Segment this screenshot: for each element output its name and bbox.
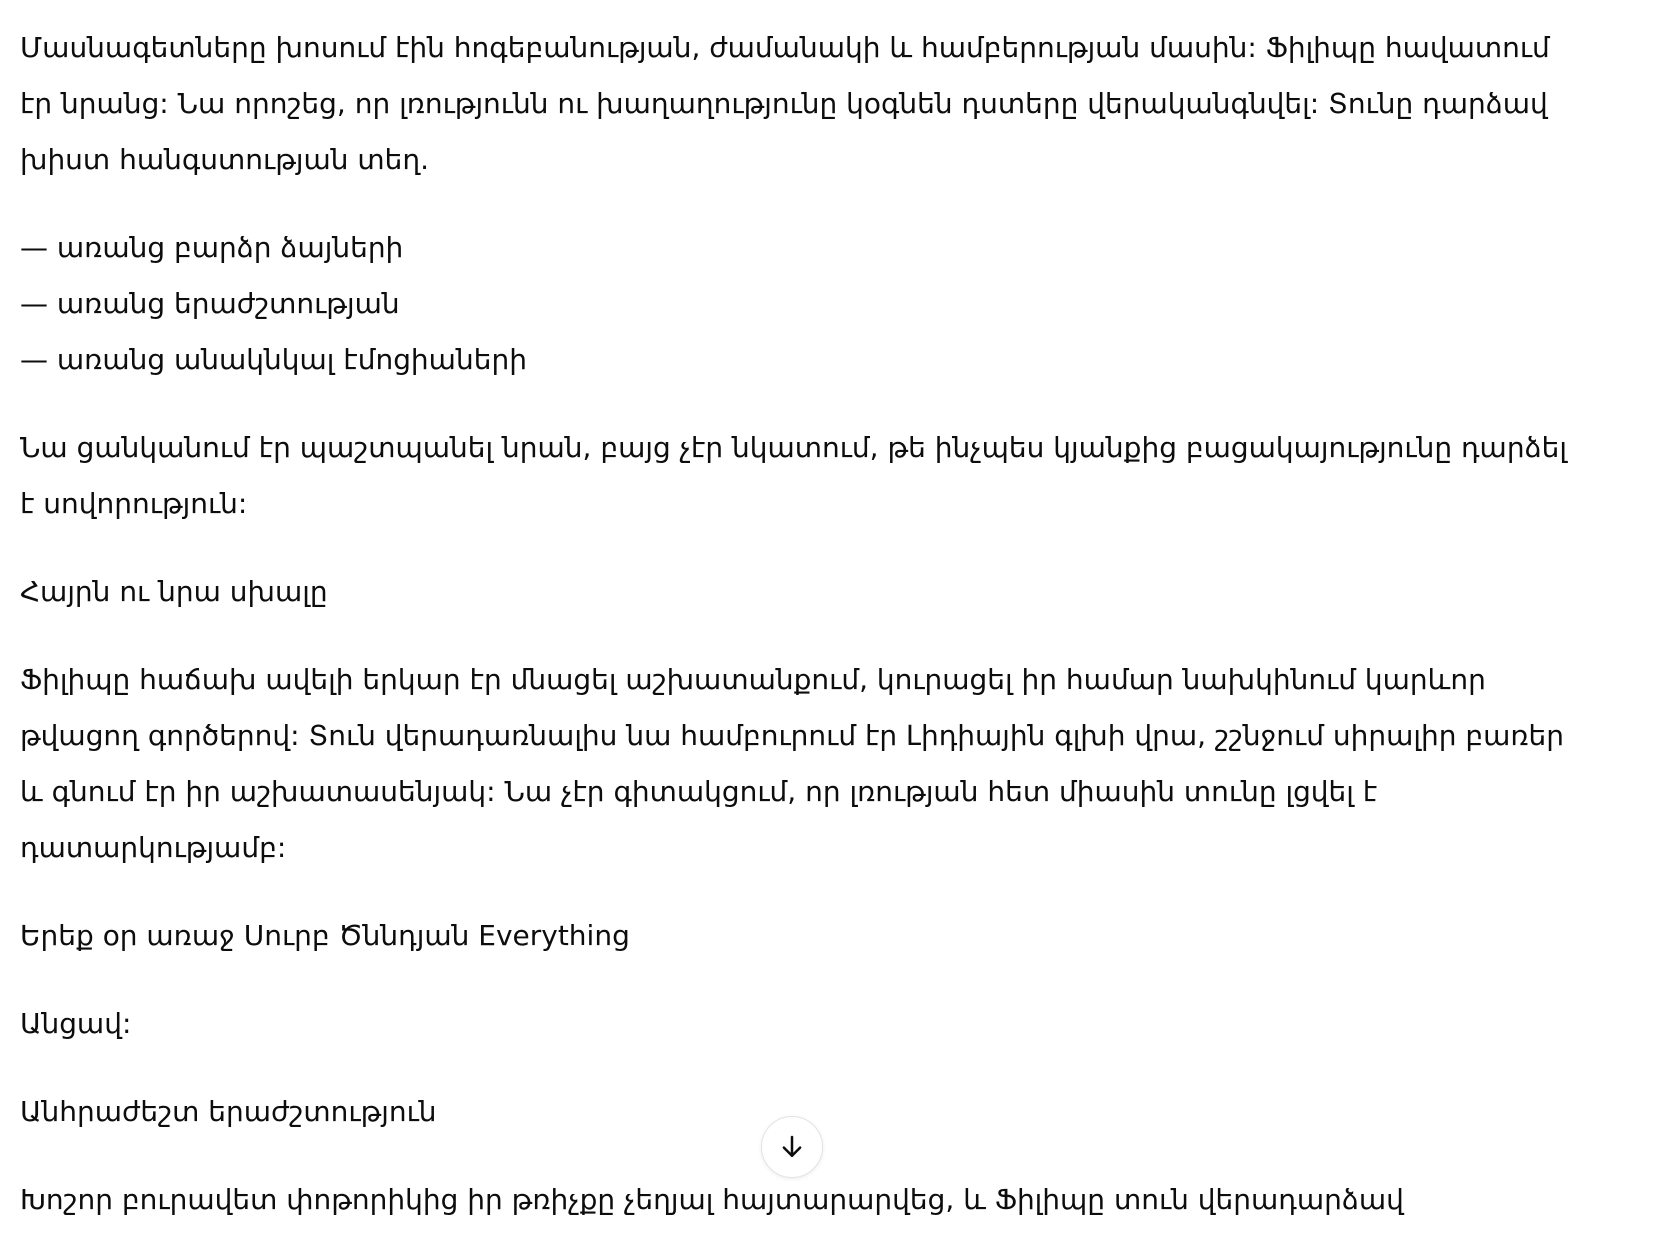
arrow-down-icon [777, 1132, 807, 1162]
paragraph-passed: Անցավ: [20, 1007, 132, 1040]
paragraph-intro: Մասնագետները խոսում էին հոգեբանության, ժամանակի և համբերության մասին: Ֆիլիպը հավատում էր նրանց: Նա որոշեց, որ լռությունն ու խաղաղությունը կօգնեն դստերը վերականգնվել: Տունը դարձավ խիստ հանգստության տեղ. [20, 31, 1550, 176]
message-content [20, 20, 1580, 1260]
list-item: — առանց երաժշտության [20, 287, 400, 320]
section-heading-music: Անհրաժեշտ երաժշտություն [20, 1095, 437, 1128]
paragraph-three-days: Երեք օր առաջ Սուրբ Ծննդյան Everything [20, 919, 630, 952]
section-heading-father: Հայրն ու նրա սխալը [20, 575, 328, 608]
list-item: — առանց բարձր ձայների [20, 231, 404, 264]
paragraph-protect: Նա ցանկանում էր պաշտպանել նրան, բայց չէր նկատում, թե ինչպես կյանքից բացակայությունը դարձել է սովորություն: [20, 431, 1567, 520]
paragraph-storm: Խոշոր բուրավետ փոթորիկից իր թռիչքը չեղյալ հայտարարվեց, և Ֆիլիպը տուն վերադարձավ [20, 1183, 1404, 1216]
paragraph-father: Ֆիլիպը հաճախ ավելի երկար էր մնացել աշխատանքում, կուրացել իր համար նախկինում կարևոր թվացող գործերով: Տուն վերադառնալիս նա համբուրում էր Լիդիային գլխի վրա, շշնջում սիրալիր բառեր և գնում էր իր աշխատասենյակ: Նա չէր գիտակցում, որ լռության հետ միասին տունը լցվել է դատարկությամբ: [20, 663, 1565, 864]
scroll-to-bottom-button[interactable] [761, 1116, 823, 1178]
list-item: — առանց անակնկալ էմոցիաների [20, 343, 527, 376]
bullet-list [20, 220, 1580, 388]
